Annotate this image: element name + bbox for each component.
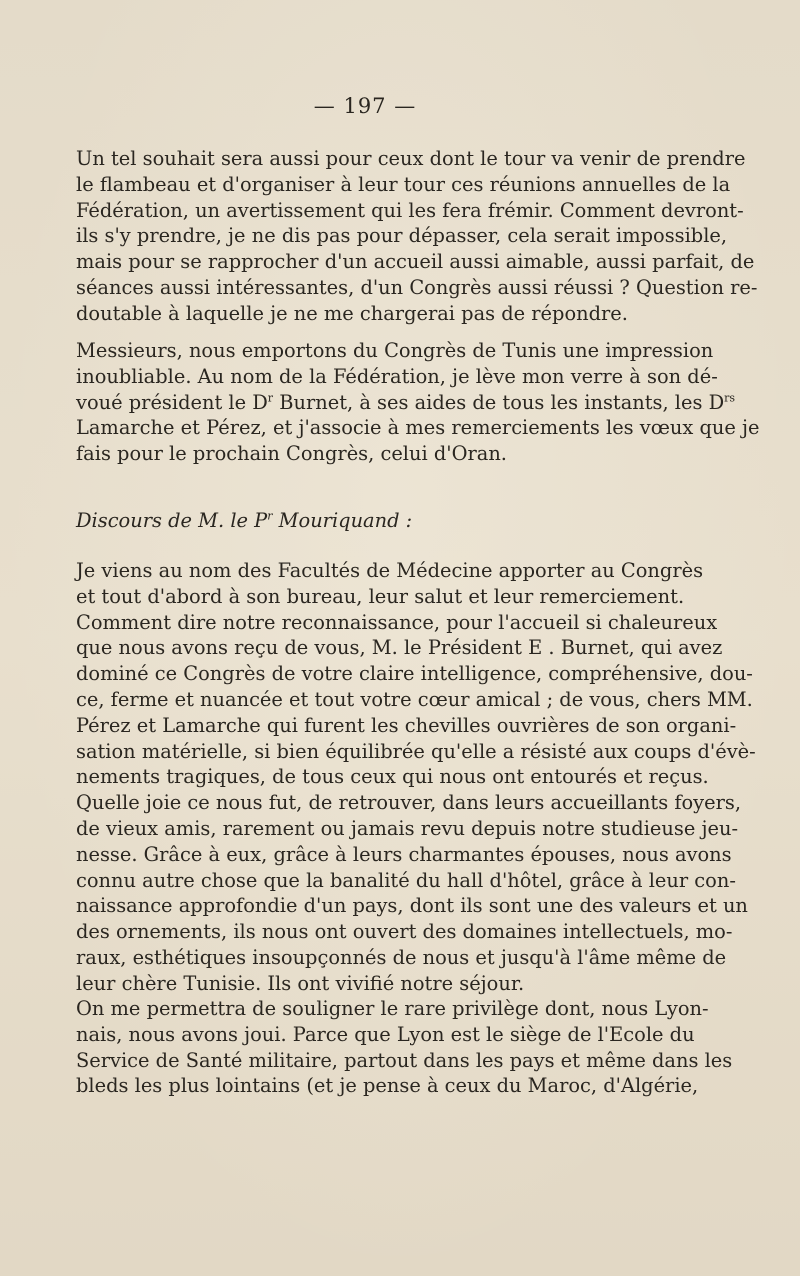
text-line: Je viens au nom des Facultés de Médecine apporter au Congrès	[76, 559, 704, 582]
text-segment: Burnet, à ses aides de tous les instants, les D	[273, 390, 725, 414]
paragraph-speech	[76, 558, 756, 997]
text-line: des ornements, ils nous ont ouvert des domaines intellectuels, mo-	[76, 920, 733, 944]
text-line: Comment dire notre reconnaissance, pour l'accueil si chaleureux	[76, 610, 718, 634]
text-line: fais pour le prochain Congrès, celui d'Oran.	[76, 442, 507, 466]
text-line: naissance approfondie d'un pays, dont ils sont une des valeurs et un	[76, 894, 748, 918]
superscript: r	[267, 391, 274, 405]
text-line: sation matérielle, si bien équilibrée qu'elle a résisté aux coups d'évè-	[76, 739, 756, 763]
text-line: bleds les plus lointains (et je pense à ceux du Maroc, d'Algérie,	[76, 1074, 699, 1098]
superscript: r	[267, 509, 273, 523]
text-line: nements tragiques, de tous ceux qui nous ont entourés et reçus.	[76, 765, 709, 789]
text-line: de vieux amis, rarement ou jamais revu depuis notre studieuse jeu-	[76, 816, 738, 840]
text-line: nesse. Grâce à eux, grâce à leurs charmantes épouses, nous avons	[76, 842, 732, 866]
superscript: rs	[724, 391, 736, 405]
text-line: séances aussi intéressantes, d'un Congrès aussi réussi ? Question re-	[76, 275, 758, 299]
text-line: Service de Santé militaire, partout dans les pays et même dans les	[76, 1048, 733, 1072]
text-line: Lamarche et Pérez, et j'associe à mes remerciements les vœux que je	[76, 416, 760, 440]
text-segment: voué président le D	[76, 390, 268, 414]
text-line: que nous avons reçu de vous, M. le Président E . Burnet, qui avez	[76, 636, 723, 660]
text-line: mais pour se rapprocher d'un accueil aussi aimable, aussi parfait, de	[76, 250, 755, 274]
text-line: raux, esthétiques insoupçonnés de nous et jusqu'à l'âme même de	[76, 945, 727, 969]
text-line: le flambeau et d'organiser à leur tour ces réunions annuelles de la	[76, 172, 731, 196]
text-line: connu autre chose que la banalité du hall d'hôtel, grâce à leur con-	[76, 868, 736, 892]
heading-text: Mouriquand :	[272, 509, 413, 532]
text-line: Quelle joie ce nous fut, de retrouver, dans leurs accueillants foyers,	[76, 791, 741, 815]
text-line: Un tel souhait sera aussi pour ceux dont le tour va venir de prendre	[76, 147, 746, 170]
text-line: Pérez et Lamarche qui furent les chevilles ouvrières de son organi-	[76, 713, 737, 737]
section-heading	[76, 508, 670, 534]
text-line: ce, ferme et nuancée et tout votre cœur amical ; de vous, chers MM.	[76, 687, 753, 711]
text-line: leur chère Tunisie. Ils ont vivifié notre séjour.	[76, 971, 525, 995]
text-line: et tout d'abord à son bureau, leur salut et leur remerciement.	[76, 584, 685, 608]
text-line-with-superscripts	[76, 390, 736, 416]
page-number: — 197 —	[313, 94, 417, 118]
text-line: inoubliable. Au nom de la Fédération, je lève mon verre à son dé-	[76, 364, 718, 388]
text-line: Messieurs, nous emportons du Congrès de Tunis une impression	[76, 339, 714, 362]
paragraph-toast-end	[76, 146, 758, 327]
text-line: nais, nous avons joui. Parce que Lyon est le siège de l'Ecole du	[76, 1022, 695, 1046]
heading-text: Discours de M. le P	[76, 509, 268, 532]
text-line: ils s'y prendre, je ne dis pas pour dépasser, cela serait impossible,	[76, 224, 728, 248]
paragraph-toast-closing	[76, 338, 760, 467]
text-line: dominé ce Congrès de votre claire intelligence, compréhensive, dou-	[76, 662, 753, 686]
text-line: doutable à laquelle je ne me chargerai pas de répondre.	[76, 301, 628, 325]
text-line: On me permettra de souligner le rare privilège dont, nous Lyon-	[76, 997, 709, 1020]
text-line: Fédération, un avertissement qui les fera frémir. Comment devront-	[76, 198, 744, 222]
paragraph-lyon	[76, 996, 733, 1099]
